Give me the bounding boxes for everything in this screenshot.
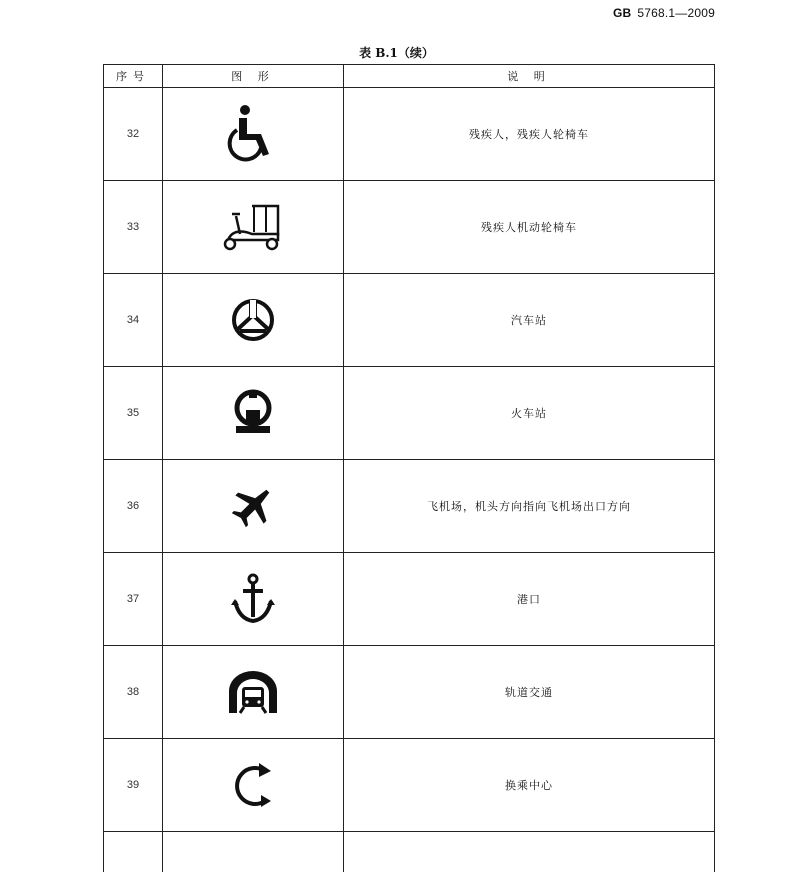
table-header-row — [104, 65, 715, 88]
table-row — [104, 553, 715, 646]
row-number: 33 — [104, 181, 163, 274]
row-description: 港口 — [344, 553, 715, 646]
symbols-table — [103, 64, 715, 872]
motorized-wheelchair-icon — [222, 202, 284, 252]
table-row-partial — [104, 832, 715, 872]
row-number: 32 — [104, 88, 163, 181]
row-number: 34 — [104, 274, 163, 367]
row-number: 35 — [104, 367, 163, 460]
row-number: 36 — [104, 460, 163, 553]
row-description: 残疾人机动轮椅车 — [344, 181, 715, 274]
table-row — [104, 88, 715, 181]
row-number: 39 — [104, 739, 163, 832]
anchor-icon — [231, 573, 275, 625]
table-row — [104, 274, 715, 367]
row-description: 换乘中心 — [344, 739, 715, 832]
row-description: 火车站 — [344, 367, 715, 460]
steering-wheel-icon — [230, 297, 276, 343]
table-row — [104, 367, 715, 460]
column-header-description: 说 明 — [344, 65, 715, 88]
column-header-number: 序号 — [104, 65, 163, 88]
wheelchair-icon — [225, 104, 281, 164]
standard-number: 5768.1—2009 — [637, 6, 715, 20]
transfer-arrow-icon — [231, 761, 275, 809]
table-row — [104, 646, 715, 739]
standard-code — [613, 6, 715, 20]
table-caption: 表 B.1（续） — [0, 44, 793, 61]
row-description: 残疾人，残疾人轮椅车 — [344, 88, 715, 181]
airplane-icon — [230, 483, 276, 529]
row-number: 38 — [104, 646, 163, 739]
standard-prefix: GB — [613, 6, 631, 20]
row-description: 轨道交通 — [344, 646, 715, 739]
column-header-figure: 图 形 — [163, 65, 344, 88]
table-row — [104, 739, 715, 832]
metro-train-icon — [227, 669, 279, 715]
row-number: 37 — [104, 553, 163, 646]
row-description: 汽车站 — [344, 274, 715, 367]
row-description: 飞机场，机头方向指向飞机场出口方向 — [344, 460, 715, 553]
table-row — [104, 181, 715, 274]
table-row — [104, 460, 715, 553]
railway-station-icon — [230, 388, 276, 438]
